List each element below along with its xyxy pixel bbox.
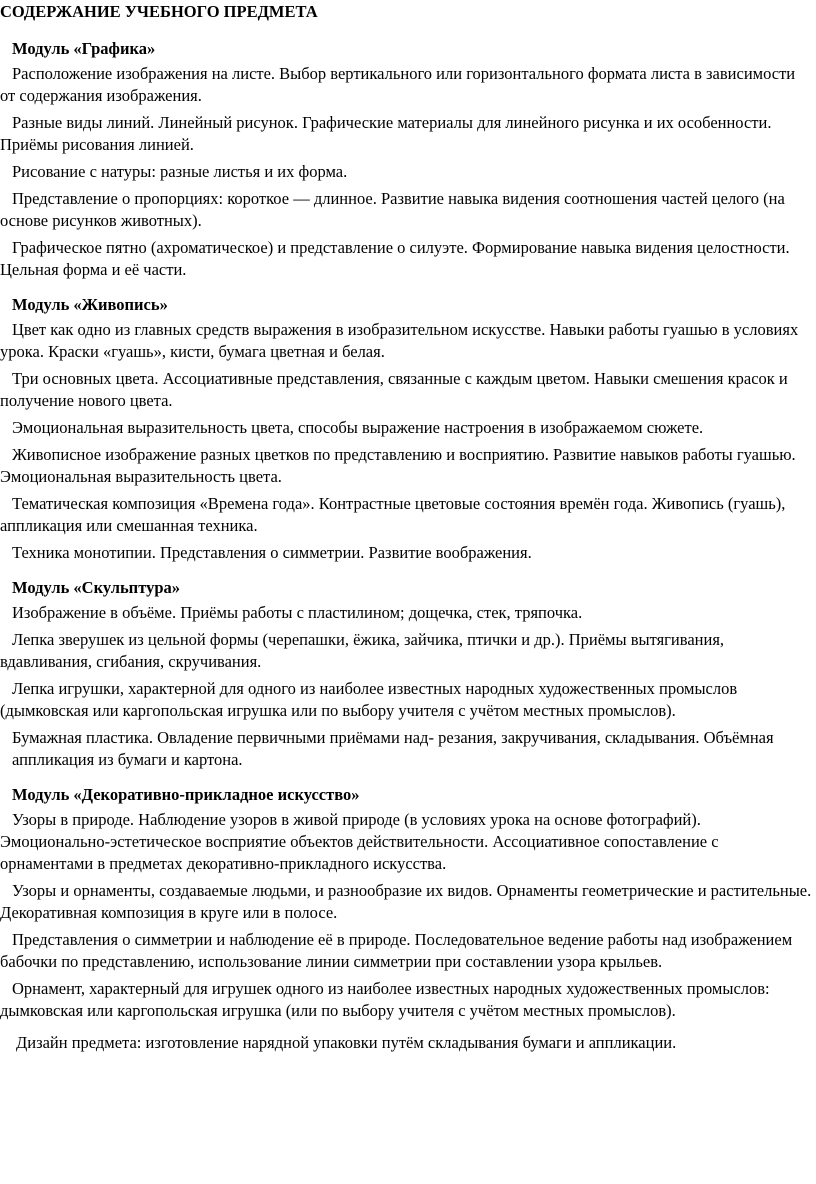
paragraph: Представление о пропорциях: короткое — длинное. Развитие навыка видения соотношения частей целого (на основе рисунков животных). <box>0 189 785 230</box>
paragraph: Узоры в природе. Наблюдение узоров в живой природе (в условиях урока на основе фотографий). Эмоционально-эстетическое восприятие объектов действительности. Ассоциативное сопоставление с орнаментами в предметах декоративно-прикладного искусства. <box>0 810 719 873</box>
section-sculpture <box>0 578 814 771</box>
paragraph: Лепка игрушки, характерной для одного из наиболее известных народных художественных промыслов (дымковская или каргопольская игрушка или по выбору учителя с учётом местных промыслов). <box>0 679 738 720</box>
paragraph: Лепка зверушек из цельной формы (черепашки, ёжика, зайчика, птички и др.). Приёмы вытягивания, вдавливания, сгибания, скручивания. <box>0 630 725 671</box>
paragraph: Дизайн предмета: изготовление нарядной упаковки путём складывания бумаги и аппликации. <box>16 1033 677 1052</box>
paragraph: Живописное изображение разных цветков по представлению и восприятию. Развитие навыков работы гуашью. Эмоциональная выразительность цвета. <box>0 445 796 486</box>
section-heading: Модуль «Живопись» <box>12 295 168 314</box>
paragraph: Бумажная пластика. Овладение первичными приёмами над- резания, закручивания, складывания. Объёмная аппликация из бумаги и картона. <box>12 728 774 769</box>
paragraph: Три основных цвета. Ассоциативные представления, связанные с каждым цветом. Навыки смешения красок и получение нового цвета. <box>0 369 788 410</box>
paragraph: Графическое пятно (ахроматическое) и представление о силуэте. Формирование навыка видения целостности. Цельная форма и её части. <box>0 238 790 279</box>
document-title: СОДЕРЖАНИЕ УЧЕБНОГО ПРЕДМЕТА <box>0 2 318 21</box>
paragraph: Рисование с натуры: разные листья и их форма. <box>12 162 348 181</box>
section-heading: Модуль «Графика» <box>12 39 156 58</box>
paragraph: Орнамент, характерный для игрушек одного из наиболее известных народных художественных промыслов: дымковская или каргопольская игрушка (или по выбору учителя с учётом местных промыслов). <box>0 979 770 1020</box>
section-decorative-arts <box>0 785 814 1054</box>
paragraph: Расположение изображения на листе. Выбор вертикального или горизонтального формата листа в зависимости от содержания изображения. <box>0 64 796 105</box>
paragraph: Представления о симметрии и наблюдение её в природе. Последовательное ведение работы над изображением бабочки по представлению, использование линии симметрии при составлении узора крыльев. <box>0 930 793 971</box>
paragraph: Изображение в объёме. Приёмы работы с пластилином; дощечка, стек, тряпочка. <box>12 603 583 622</box>
section-heading: Модуль «Скульптура» <box>12 578 181 597</box>
paragraph: Техника монотипии. Представления о симметрии. Развитие воображения. <box>12 543 532 562</box>
paragraph: Тематическая композиция «Времена года». Контрастные цветовые состояния времён года. Живопись (гуашь), аппликация или смешанная техника. <box>0 494 786 535</box>
paragraph: Разные виды линий. Линейный рисунок. Графические материалы для линейного рисунка и их особенности. Приёмы рисования линией. <box>0 113 772 154</box>
paragraph: Эмоциональная выразительность цвета, способы выражение настроения в изображаемом сюжете. <box>12 418 704 437</box>
section-painting <box>0 295 814 564</box>
section-heading: Модуль «Декоративно-прикладное искусство» <box>12 785 360 804</box>
section-graphics <box>0 39 814 281</box>
paragraph: Цвет как одно из главных средств выражения в изобразительном искусстве. Навыки работы гуашью в условиях урока. Краски «гуашь», кисти, бумага цветная и белая. <box>0 320 799 361</box>
paragraph: Узоры и орнаменты, создаваемые людьми, и разнообразие их видов. Орнаменты геометрические и растительные. Декоративная композиция в круге или в полосе. <box>0 881 812 922</box>
